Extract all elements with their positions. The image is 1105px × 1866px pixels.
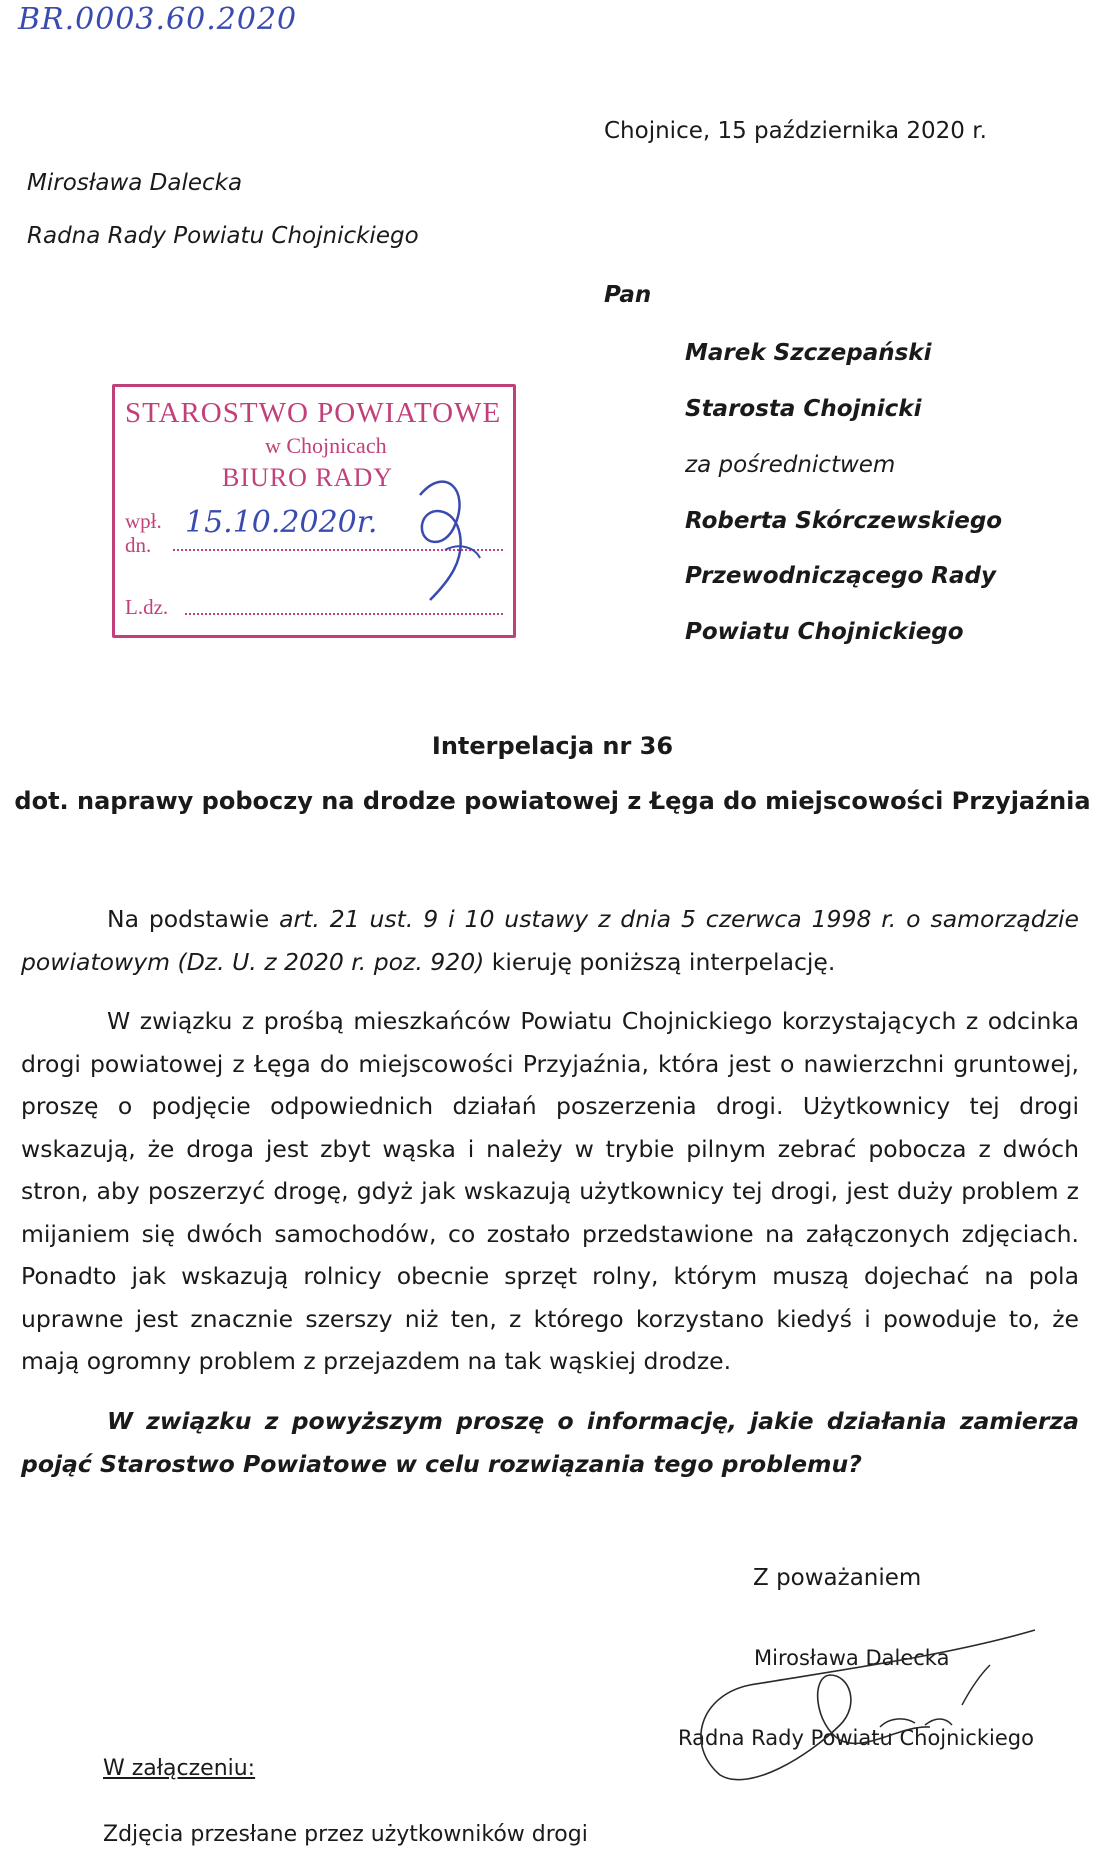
stamp-department: BIURO RADY	[222, 463, 394, 492]
stamp-received-labels	[125, 509, 162, 557]
intro-suffix: kieruję poniższą interpelację.	[484, 947, 836, 976]
stamp-ldz-label: L.dz.	[125, 595, 169, 619]
attachment-item: Zdjęcia przesłane przez użytkowników drogi	[103, 1822, 588, 1847]
body-paragraph: W związku z prośbą mieszkańców Powiatu Chojnickiego korzystających z odcinka drogi powiatowej z Łęga do miejscowości Przyjaźnia, która jest o nawierzchni gruntowej, proszę o podjęcie odpowiednich działań poszerzenia drogi. Użytkownicy tej drogi wskazują, że droga jest zbyt wąska i należy w trybie pilnym zebrać pobocza z dwóch stron, aby poszerzyć drogę, gdyż jak wskazują użytkownicy tej drogi, jest duży problem z mijaniem się dwóch samochodów, co zostało przedstawione na załączonych zdjęciach. Ponadto jak wskazują rolnicy obecnie sprzęt rolny, którym muszą dojechać na pola uprawne jest znacznie szerszy niż ten, z którego korzystano kiedyś i powoduje to, że mają ogromny problem z przejazdem na tak wąskiej drodze.	[21, 1007, 1079, 1375]
sender-name: Mirosława Dalecka	[27, 170, 243, 196]
document-title: Interpelacja nr 36	[431, 732, 674, 760]
recipient-line: Starosta Chojnicki	[685, 396, 922, 422]
stamp-received-date: 15.10.2020r.	[185, 505, 378, 540]
recipient-salutation: Pan	[604, 282, 652, 308]
intro-paragraph	[21, 898, 1079, 983]
stamp-wpl-label: wpł.	[125, 509, 162, 533]
closing-name: Mirosława Dalecka	[754, 1646, 950, 1670]
stamp-dn-label: dn.	[125, 533, 152, 557]
stamp-office-name: STAROSTWO POWIATOWE	[125, 397, 502, 429]
closing-role: Radna Rady Powiatu Chojnickiego	[678, 1726, 1034, 1750]
document-subtitle: dot. naprawy poboczy na drodze powiatowej z Łęga do miejscowości Przyjaźnia	[14, 787, 1091, 815]
attachment-label: W załączeniu:	[103, 1756, 256, 1781]
closing-regards: Z poważaniem	[753, 1565, 922, 1591]
recipient-line: Przewodniczącego Rady	[685, 563, 996, 589]
stamp-city: w Chojnicach	[265, 433, 387, 458]
recipient-line: Powiatu Chojnickiego	[685, 619, 964, 645]
sender-role: Radna Rady Powiatu Chojnickiego	[27, 223, 419, 249]
recipient-line: Roberta Skórczewskiego	[685, 508, 1003, 534]
intro-legal-basis: art. 21 ust. 9 i 10 ustawy z dnia 5 czerwca 1998 r. o samorządzie powiatowym (Dz. U. z 2020 r. poz. 920)	[21, 905, 1080, 976]
request-paragraph: W związku z powyższym proszę o informację, jakie działania zamierza pojąć Starostwo Powiatowe w celu rozwiązania tego problemu?	[21, 1407, 1079, 1478]
handwritten-signature	[690, 1615, 1040, 1790]
reference-number: BR.0003.60.2020	[18, 2, 298, 37]
stamp-ldz-line	[185, 613, 503, 615]
intro-prefix: Na podstawie	[107, 905, 280, 933]
recipient-line: za pośrednictwem	[685, 452, 896, 478]
recipient-line: Marek Szczepański	[685, 340, 932, 366]
stamp-initials-signature	[360, 450, 490, 600]
place-date: Chojnice, 15 października 2020 r.	[604, 118, 987, 144]
